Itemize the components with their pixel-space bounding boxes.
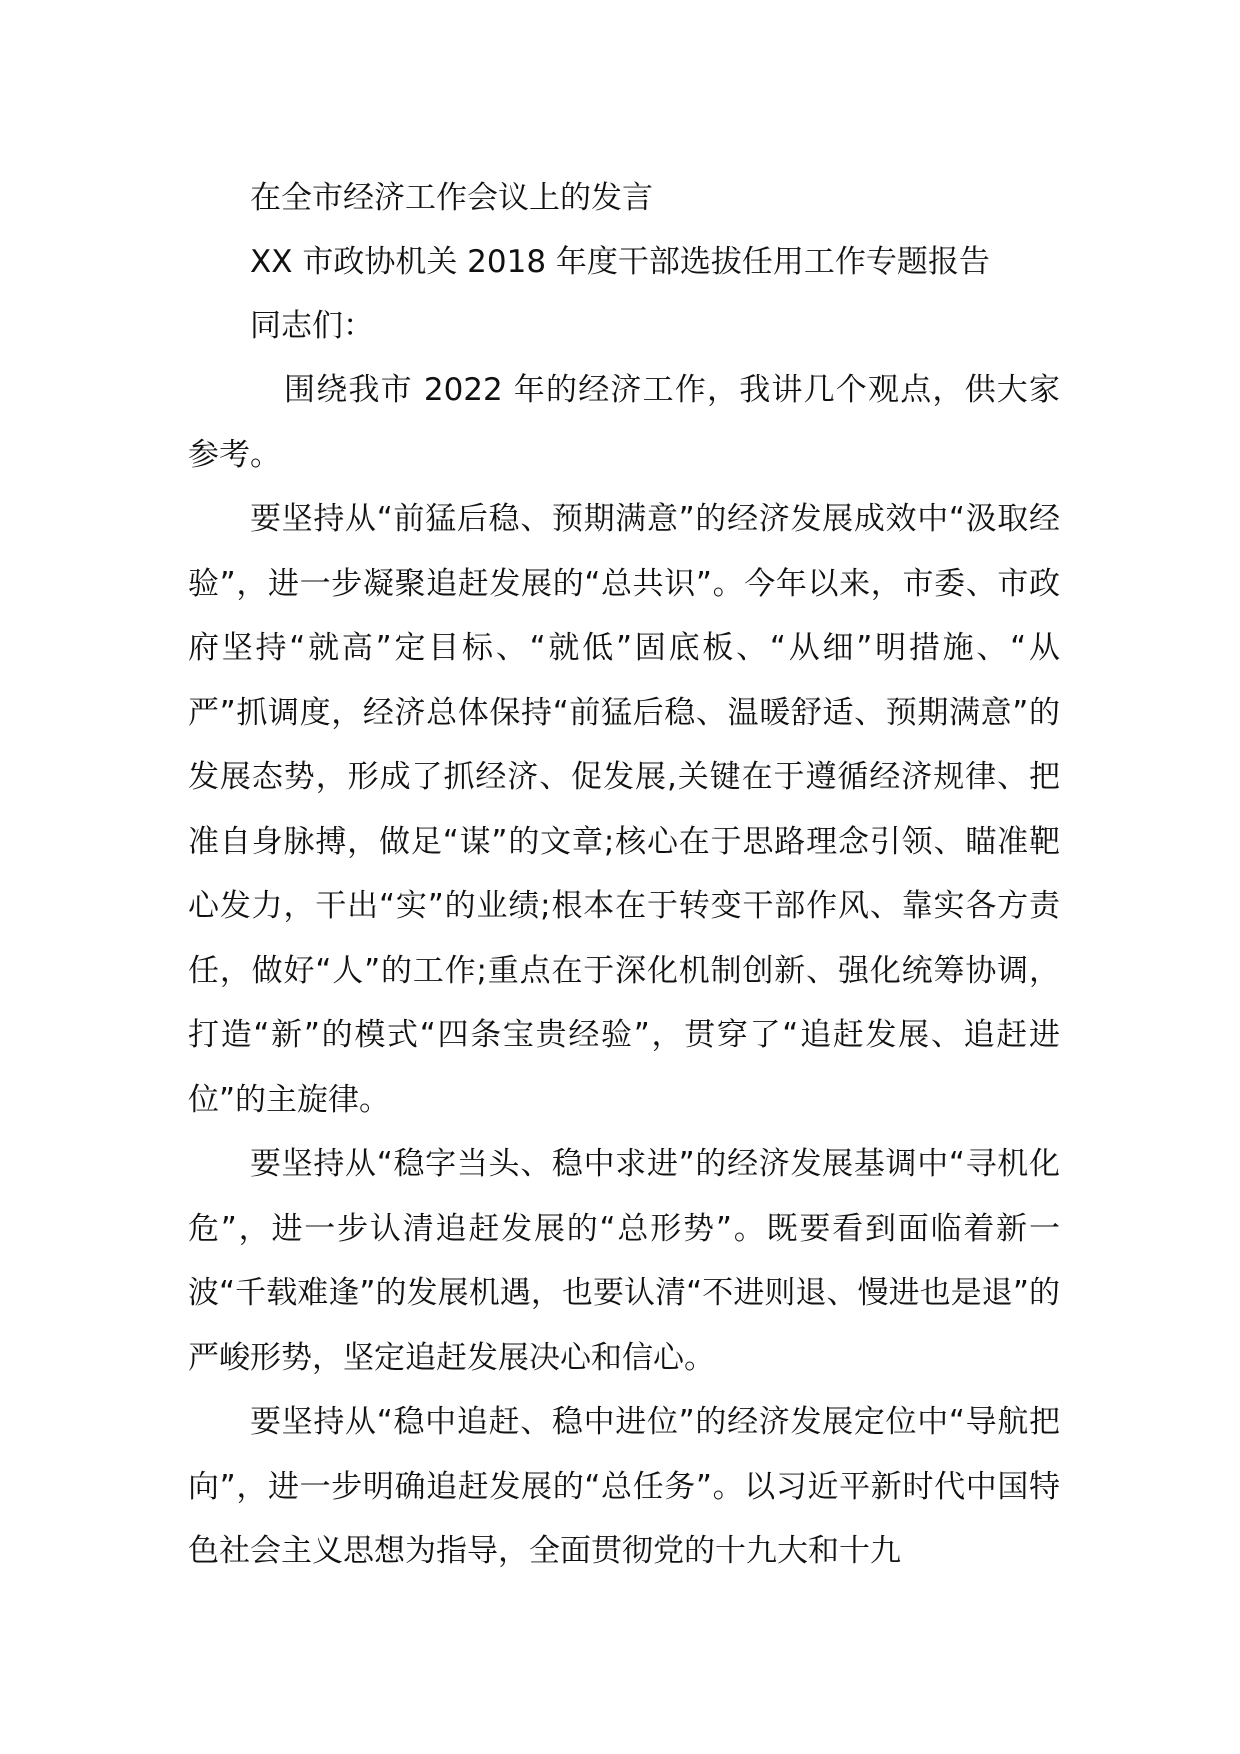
salutation: 同志们： <box>250 308 374 344</box>
paragraph-experience: 要坚持从“前猛后稳、预期满意”的经济发展成效中“汲取经验”，进一步凝聚追赶发展的“总共识”。今年以来，市委、市政府坚持“就高”定目标、“就低”固底板、“从细”明措施、“从严”抓调度，经济总体保持“前猛后稳、温暖舒适、预期满意”的发展态势，形成了抓经济、促发展,关键在于遵循经济规律、把准自身脉搏，做足“谋”的文章;核心在于思路理念引领、瞄准靶心发力，干出“实”的业绩;根本在于转变干部作风、靠实各方责任，做好“人”的工作;重点在于深化机制创新、强化统筹协调，打造“新”的模式“四条宝贵经验”，贯穿了“追赶发展、追赶进位”的主旋律。 <box>188 501 1060 1118</box>
document-subtitle: XX 市政协机关 2018 年度干部选拔任用工作专题报告 <box>250 244 990 280</box>
document-body <box>188 166 1060 1584</box>
document-title: 在全市经济工作会议上的发言 <box>250 180 653 216</box>
paragraph-task: 要坚持从“稳中追赶、稳中进位”的经济发展定位中“导航把向”，进一步明确追赶发展的“总任务”。以习近平新时代中国特色社会主义思想为指导，全面贯彻党的十九大和十九 <box>188 1404 1060 1569</box>
paragraph-intro: 围绕我市 2022 年的经济工作，我讲几个观点，供大家参考。 <box>188 372 1060 473</box>
paragraph-situation: 要坚持从“稳字当头、稳中求进”的经济发展基调中“寻机化危”，进一步认清追赶发展的“总形势”。既要看到面临着新一波“千载难逢”的发展机遇，也要认清“不进则退、慢进也是退”的严峻形势，坚定追赶发展决心和信心。 <box>188 1146 1060 1376</box>
